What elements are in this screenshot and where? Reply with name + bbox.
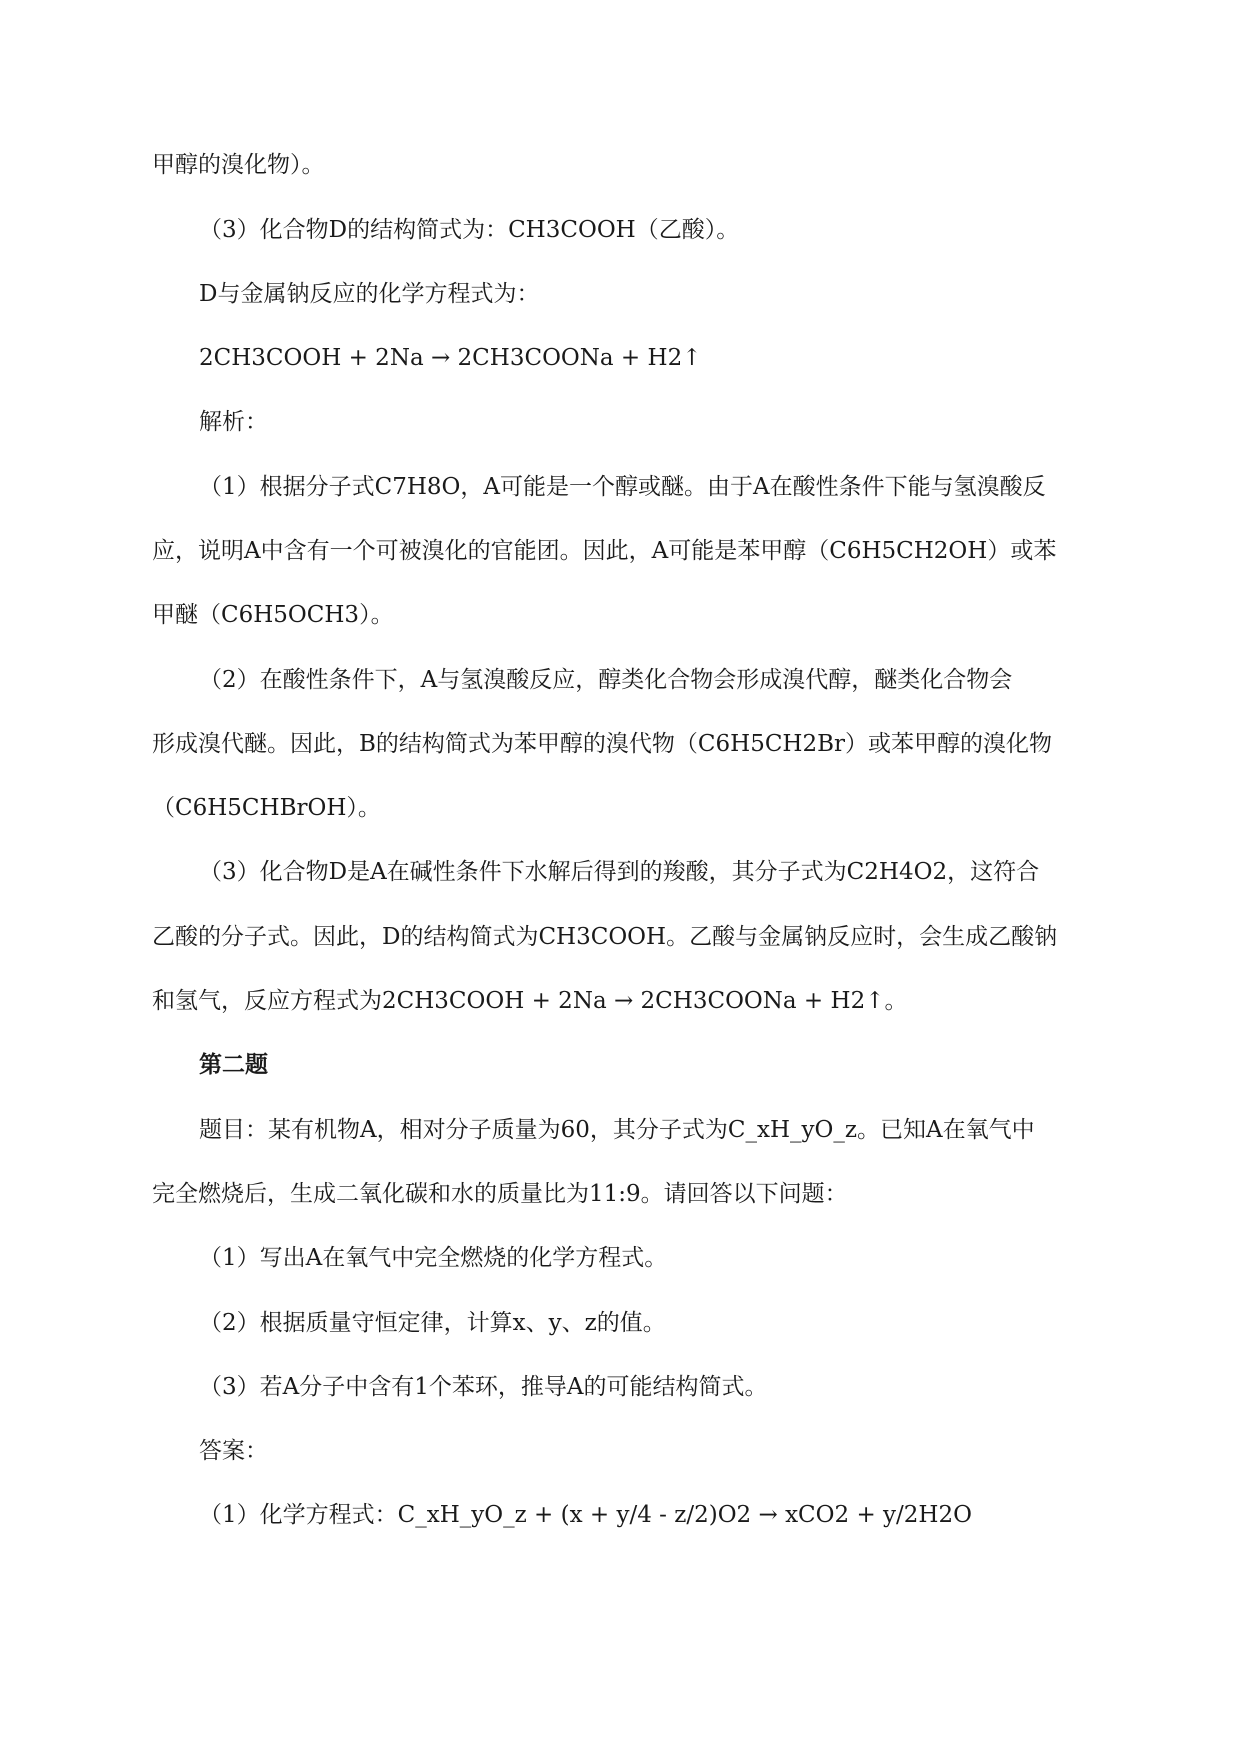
analysis-3-line-1: （3）化合物D是A在碱性条件下水解后得到的羧酸，其分子式为C2H4O2，这符合 [199,859,1040,885]
analysis-1-line-2: 应，说明A中含有一个可被溴化的官能团。因此，A可能是苯甲醇（C6H5CH2OH）或苯 [152,538,1057,564]
question-2-line-1: 题目：某有机物A，相对分子质量为60，其分子式为C_xH_yO_z。已知A在氧气中 [199,1117,1035,1143]
answer-2-part-1: （1）化学方程式：C_xH_yO_z + (x + y/4 - z/2)O2 → xCO2 + y/2H2O [199,1502,972,1528]
answer-3-structure: （3）化合物D的结构简式为：CH3COOH（乙酸）。 [199,217,740,243]
question-2-part-1: （1）写出A在氧气中完全燃烧的化学方程式。 [199,1245,668,1271]
analysis-2-line-3: （C6H5CHBrOH）。 [152,795,381,821]
analysis-heading: 解析： [199,409,268,435]
analysis-1-line-1: （1）根据分子式C7H8O，A可能是一个醇或醚。由于A在酸性条件下能与氢溴酸反 [199,474,1046,500]
analysis-3-line-2: 乙酸的分子式。因此，D的结构简式为CH3COOH。乙酸与金属钠反应时，会生成乙酸钠 [152,924,1058,950]
analysis-1-line-3: 甲醚（C6H5OCH3）。 [152,602,394,628]
analysis-3-line-3: 和氢气，反应方程式为2CH3COOH + 2Na → 2CH3COONa + H2↑。 [152,988,908,1014]
text-line-continuation: 甲醇的溴化物）。 [152,152,325,178]
answer-3-equation: 2CH3COOH + 2Na → 2CH3COONa + H2↑ [199,345,702,371]
question-2-part-3: （3）若A分子中含有1个苯环，推导A的可能结构简式。 [199,1374,768,1400]
answer-3-equation-label: D与金属钠反应的化学方程式为： [199,281,540,307]
analysis-2-line-2: 形成溴代醚。因此，B的结构简式为苯甲醇的溴代物（C6H5CH2Br）或苯甲醇的溴化物 [152,731,1053,757]
analysis-2-line-1: （2）在酸性条件下，A与氢溴酸反应，醇类化合物会形成溴代醇，醚类化合物会 [199,667,1013,693]
question-2-part-2: （2）根据质量守恒定律，计算x、y、z的值。 [199,1310,666,1336]
section-heading-question-2: 第二题 [199,1051,268,1078]
question-2-line-2: 完全燃烧后，生成二氧化碳和水的质量比为11:9。请回答以下问题： [152,1181,848,1207]
answer-heading: 答案： [199,1438,268,1464]
